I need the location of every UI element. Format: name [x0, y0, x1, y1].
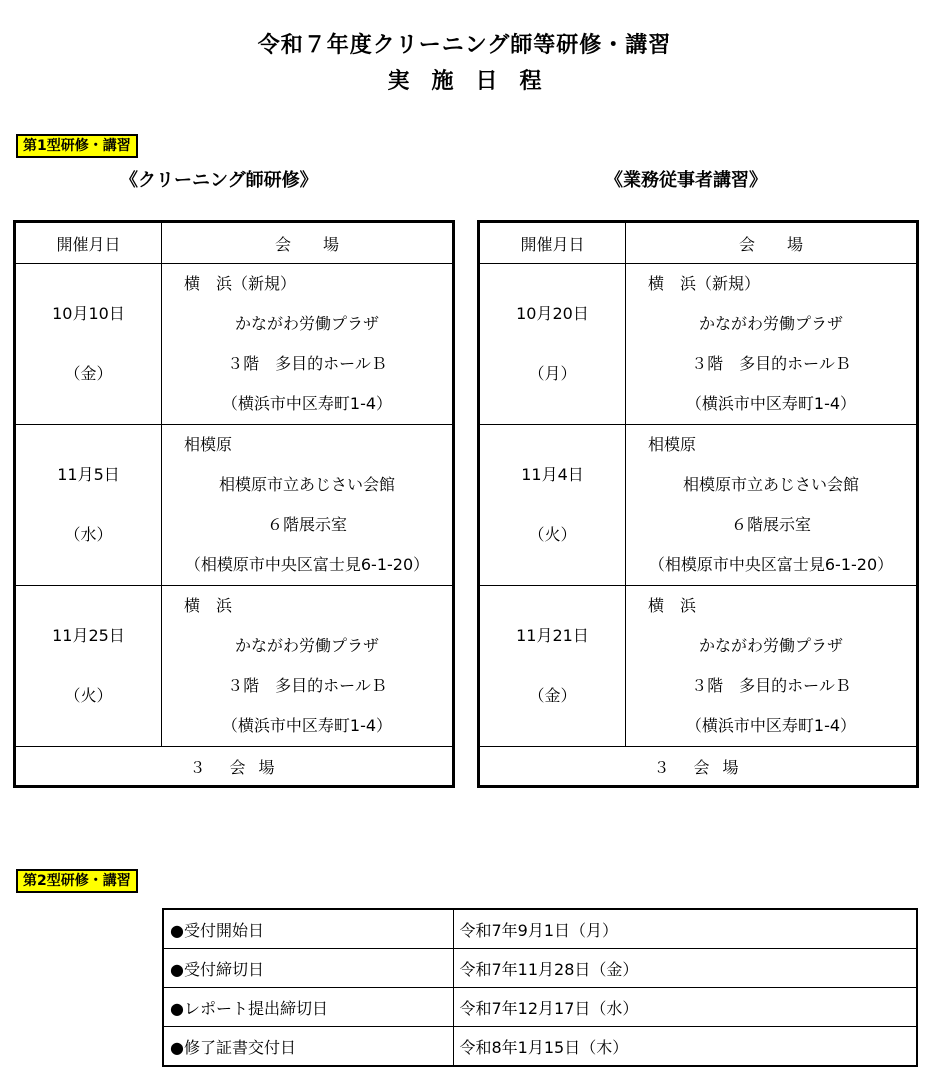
- table-row: [15, 264, 454, 425]
- table-row: [479, 264, 918, 425]
- left-table-heading: 《クリーニング師研修》: [120, 170, 318, 191]
- info-row: [163, 909, 917, 949]
- venue-address: （横浜市中区寿町1-4）: [685, 716, 857, 735]
- info-value: 令和8年1月15日（木）: [453, 1027, 917, 1067]
- venue-city: 横 浜（新規）: [648, 274, 761, 293]
- info-row: [163, 988, 917, 1027]
- venue-address: （相模原市中央区富士見6-1-20）: [648, 555, 894, 574]
- column-header-date: 開催月日: [15, 222, 162, 264]
- event-date: 11月21日: [516, 626, 589, 645]
- table-row: [15, 586, 454, 747]
- venue-name: かながわ労働プラザ: [698, 636, 843, 655]
- venue-room: ３階 多目的ホールＢ: [691, 676, 851, 695]
- event-weekday: （火）: [528, 525, 577, 544]
- right-table-heading: 《業務従事者講習》: [605, 170, 767, 191]
- info-row: [163, 949, 917, 988]
- info-label: ●受付開始日: [163, 909, 453, 949]
- left-schedule-table: [13, 220, 455, 788]
- venue-name: かながわ労働プラザ: [234, 314, 379, 333]
- venue-name: かながわ労働プラザ: [698, 314, 843, 333]
- event-date: 10月10日: [52, 304, 125, 323]
- venue-name: 相模原市立あじさい会館: [218, 475, 395, 494]
- info-value: 令和7年12月17日（水）: [453, 988, 917, 1027]
- venue-name: 相模原市立あじさい会館: [682, 475, 859, 494]
- info-row: [163, 1027, 917, 1067]
- venue-room: ３階 多目的ホールＢ: [227, 676, 387, 695]
- table-row: [15, 425, 454, 586]
- table-row: [479, 586, 918, 747]
- info-table: [162, 908, 918, 1067]
- venue-total: ３ 会 場: [479, 747, 918, 787]
- venue-room: ３階 多目的ホールＢ: [227, 354, 387, 373]
- venue-address: （相模原市中央区富士見6-1-20）: [184, 555, 430, 574]
- column-header-date: 開催月日: [479, 222, 626, 264]
- event-date: 11月4日: [521, 465, 584, 484]
- venue-address: （横浜市中区寿町1-4）: [685, 394, 857, 413]
- table-row: [479, 425, 918, 586]
- venue-address: （横浜市中区寿町1-4）: [221, 394, 393, 413]
- info-label: ●修了証書交付日: [163, 1027, 453, 1067]
- info-value: 令和7年9月1日（月）: [453, 909, 917, 949]
- info-label: ●受付締切日: [163, 949, 453, 988]
- event-date: 11月5日: [57, 465, 120, 484]
- venue-address: （横浜市中区寿町1-4）: [221, 716, 393, 735]
- venue-room: ６階展示室: [266, 515, 347, 534]
- event-weekday: （金）: [528, 686, 577, 705]
- column-header-venue: 会 場: [162, 222, 454, 264]
- venue-city: 横 浜: [184, 596, 233, 615]
- event-weekday: （月）: [528, 364, 577, 383]
- right-schedule-table: [477, 220, 919, 788]
- event-date: 10月20日: [516, 304, 589, 323]
- venue-name: かながわ労働プラザ: [234, 636, 379, 655]
- document-title: 令和７年度クリーニング師等研修・講習: [257, 33, 672, 58]
- document-subtitle: 実施日程: [387, 69, 564, 94]
- column-header-venue: 会 場: [626, 222, 918, 264]
- section2-label: 第2型研修・講習: [16, 869, 138, 893]
- info-value: 令和7年11月28日（金）: [453, 949, 917, 988]
- event-weekday: （水）: [64, 525, 113, 544]
- info-label: ●レポート提出締切日: [163, 988, 453, 1027]
- venue-room: ３階 多目的ホールＢ: [691, 354, 851, 373]
- venue-city: 相模原: [648, 435, 697, 454]
- venue-city: 横 浜: [648, 596, 697, 615]
- venue-city: 横 浜（新規）: [184, 274, 297, 293]
- venue-total: ３ 会 場: [15, 747, 454, 787]
- event-weekday: （火）: [64, 686, 113, 705]
- event-date: 11月25日: [52, 626, 125, 645]
- event-weekday: （金）: [64, 364, 113, 383]
- venue-room: ６階展示室: [730, 515, 811, 534]
- venue-city: 相模原: [184, 435, 233, 454]
- section1-label: 第1型研修・講習: [16, 134, 138, 158]
